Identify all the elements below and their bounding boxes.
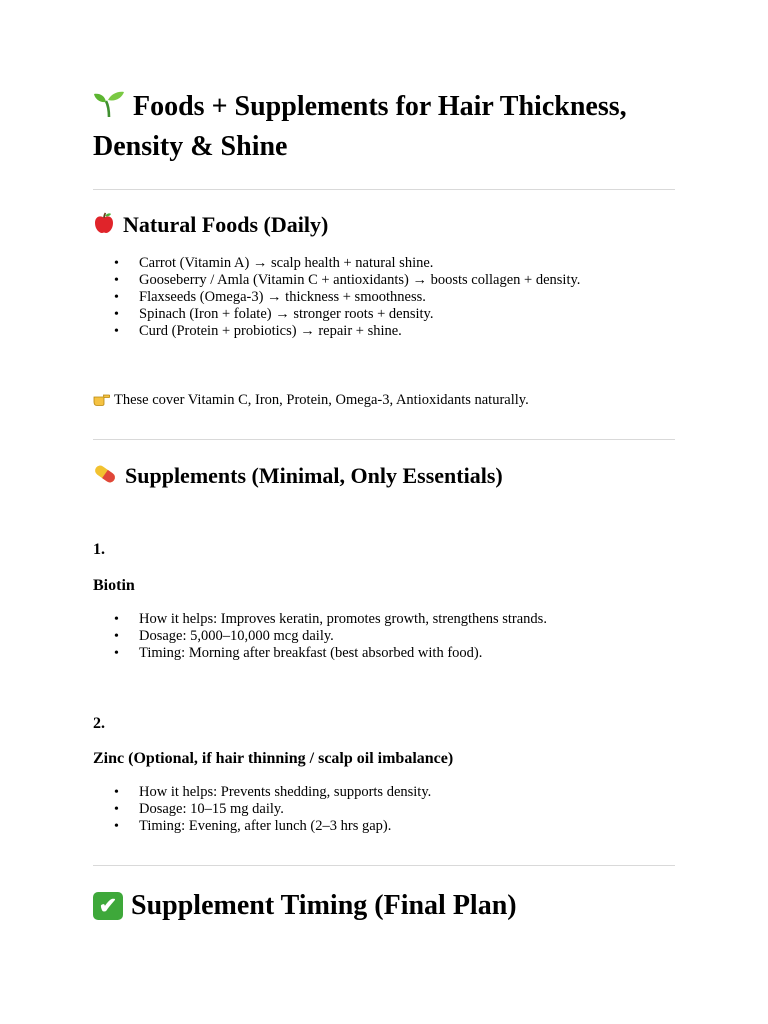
natural-foods-note-text: These cover Vitamin C, Iron, Protein, Omega-3, Antioxidants naturally.	[114, 392, 529, 408]
divider	[93, 189, 675, 190]
check-mark-icon: ✔	[93, 892, 123, 920]
pill-icon	[93, 463, 117, 492]
natural-foods-note	[93, 391, 529, 411]
list-item: • Spinach (Iron + folate) → stronger roots + density.	[93, 306, 580, 323]
supplement-name: Biotin	[93, 577, 135, 594]
zinc-details-list	[93, 784, 431, 835]
supplements-heading-text: Supplements (Minimal, Only Essentials)	[125, 463, 503, 488]
natural-foods-list	[93, 255, 580, 340]
pointing-hand-icon	[93, 392, 110, 411]
list-item: • Timing: Morning after breakfast (best absorbed with food).	[93, 645, 547, 662]
seedling-icon	[93, 90, 125, 128]
supplement-number: 1.	[93, 541, 105, 558]
apple-icon	[93, 212, 115, 241]
supplement-name: Zinc (Optional, if hair thinning / scalp oil imbalance)	[93, 750, 454, 767]
list-item: • Carrot (Vitamin A) → scalp health + natural shine.	[93, 255, 580, 272]
list-item: • Gooseberry / Amla (Vitamin C + antioxidants) → boosts collagen + density.	[93, 272, 580, 289]
page-title	[93, 88, 675, 166]
biotin-details-list	[93, 611, 547, 662]
natural-foods-heading	[93, 211, 328, 241]
list-item: • How it helps: Prevents shedding, supports density.	[93, 784, 431, 801]
list-item: • Timing: Evening, after lunch (2–3 hrs gap).	[93, 818, 431, 835]
timing-heading-text: Supplement Timing (Final Plan)	[131, 890, 517, 921]
timing-heading	[93, 888, 517, 924]
divider	[93, 865, 675, 866]
page-title-text: Foods + Supplements for Hair Thickness, Density & Shine	[93, 91, 627, 162]
list-item: • Dosage: 5,000–10,000 mcg daily.	[93, 628, 547, 645]
supplement-number: 2.	[93, 715, 105, 732]
supplements-heading	[93, 462, 503, 492]
divider	[93, 439, 675, 440]
natural-foods-heading-text: Natural Foods (Daily)	[123, 212, 329, 237]
list-item: • Curd (Protein + probiotics) → repair + shine.	[93, 323, 580, 340]
list-item: • Dosage: 10–15 mg daily.	[93, 801, 431, 818]
list-item: • How it helps: Improves keratin, promotes growth, strengthens strands.	[93, 611, 547, 628]
list-item: • Flaxseeds (Omega-3) → thickness + smoothness.	[93, 289, 580, 306]
